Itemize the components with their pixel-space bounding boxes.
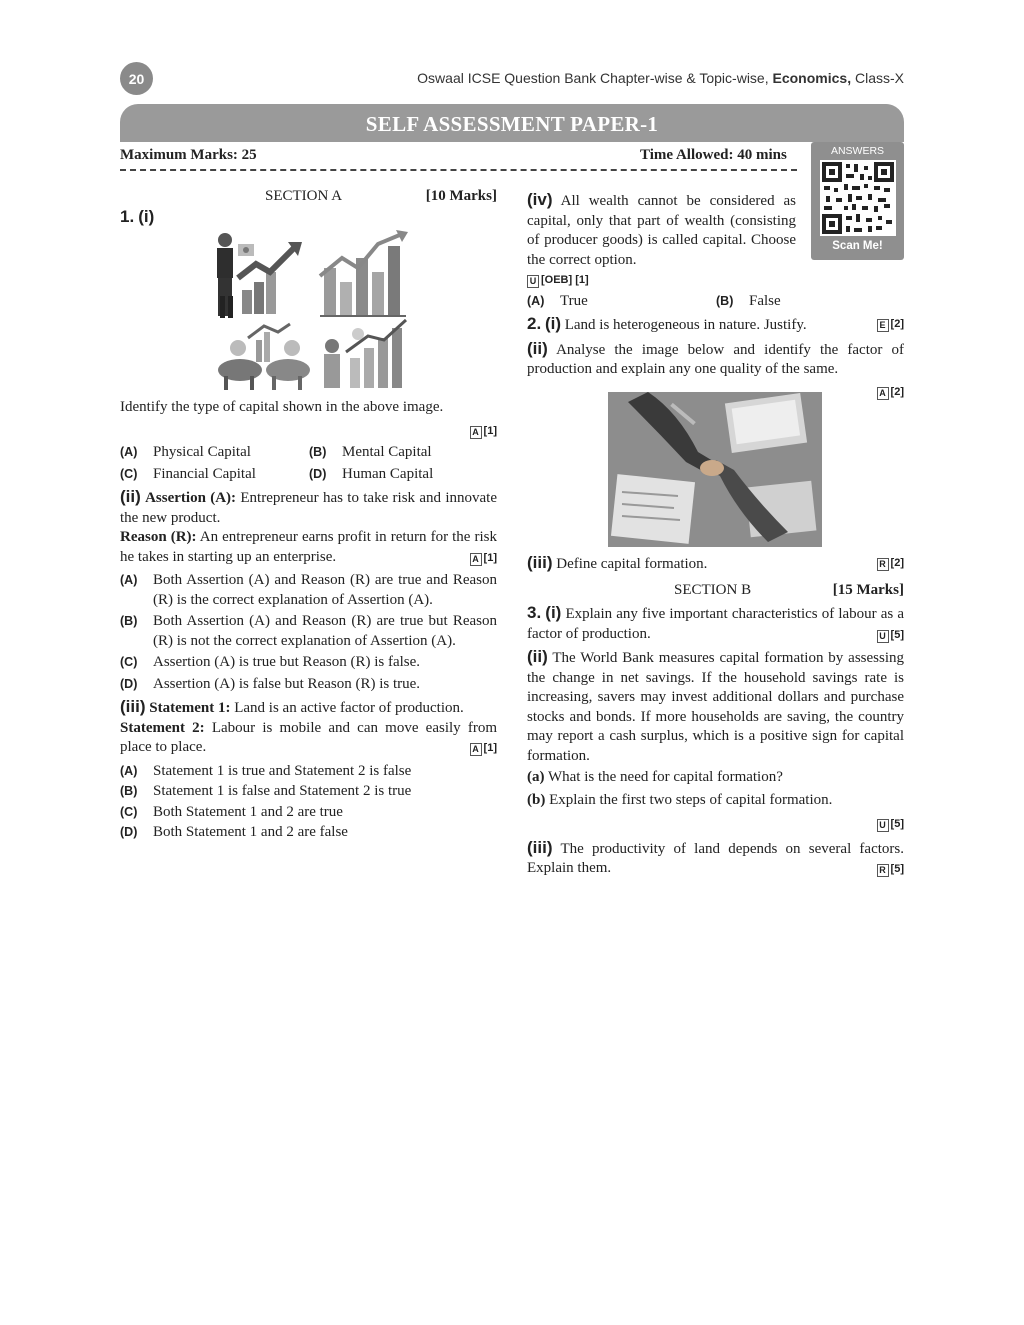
answers-qr-panel[interactable] [811, 142, 904, 260]
paper-title-banner [120, 104, 904, 142]
q2-ii: (ii) Analyse the image below and identify the factor of production and explain any one quality of the same. [527, 338, 904, 377]
understand-badge-icon: U [877, 630, 889, 643]
q1-iii-statement2: Statement 2: Labour is mobile and can move easily from place to place. A [1] [120, 719, 497, 755]
q3-iii: (iii) The productivity of land depends on several factors. Explain them. R [5] [527, 837, 904, 876]
remember-badge-icon: R [877, 864, 889, 877]
q1-ii-options [120, 571, 497, 694]
option[interactable]: (A) Both Assertion (A) and Reason (R) are true and Reason (R) is the correct explanation of Assertion (A). [120, 572, 497, 608]
book-title: Oswaal ICSE Question Bank Chapter-wise & Topic-wise, [417, 70, 769, 86]
right-lower-block [527, 553, 904, 880]
q1-iv-options [527, 292, 904, 312]
page-number: 20 [120, 62, 153, 95]
option[interactable]: (D) Both Statement 1 and 2 are false [120, 824, 348, 840]
section-a-title: SECTION A [265, 188, 343, 204]
q2-ii-mark: A [2] [527, 382, 904, 403]
subject: Economics, [772, 70, 852, 86]
q3-ii-b: (b) Explain the first two steps of capital formation. [527, 791, 833, 808]
q1-number [120, 207, 154, 227]
option[interactable]: (A) Physical Capital [120, 444, 251, 460]
option[interactable]: (C) Financial Capital [120, 465, 256, 482]
apply-badge-icon: A [470, 553, 482, 566]
option[interactable]: (B) Mental Capital [309, 444, 432, 460]
option[interactable]: (A) True [527, 292, 588, 309]
option[interactable]: (C) Assertion (A) is true but Reason (R) is false. [120, 654, 421, 670]
q1-iv-rest [527, 270, 904, 402]
q3-ii-a: (a) What is the need for capital formation? [527, 769, 783, 785]
q1-iii-statement1: (iii) Statement 1: Land is an active factor of production. [120, 697, 464, 716]
option[interactable]: (D) Assertion (A) is false but Reason (R) is true. [120, 675, 421, 692]
section-a-marks: [10 Marks] [425, 188, 497, 204]
q1-iv-block [527, 190, 796, 270]
q1-ii-assertion: (ii) Assertion (A): Entrepreneur has to take risk and innovate the new product. [120, 487, 497, 526]
understand-badge-icon: U [877, 819, 889, 832]
section-a-heading [265, 187, 497, 207]
q1-iv-mark: U [OEB] [1] [527, 270, 904, 291]
option[interactable]: (B) Statement 1 is false and Statement 2 is true [120, 783, 412, 799]
divider [120, 169, 797, 171]
q3-ii: (ii) The World Bank measures capital formation by assessing the change in net savings. If the household savings rate is increasing, savers may invest additional dollars and purchase stocks and bonds. If more households are saving, the country may report a cash surplus, which is a positive sign for capital formation. [527, 647, 904, 764]
capital-collage-image [208, 228, 412, 394]
q1-i-options-row1 [120, 443, 497, 463]
q1-ii-reason: Reason (R): An entrepreneur earns profit in return for the risk he takes in starting up an enterprise. A [1] [120, 529, 497, 565]
apply-badge-icon: A [470, 426, 482, 439]
understand-badge-icon: U [527, 275, 539, 288]
q1-iii-options [120, 762, 497, 843]
evaluate-badge-icon: E [877, 319, 889, 332]
option[interactable]: (B) False [716, 292, 781, 309]
q2-iii: (iii) Define capital formation. R [2] [527, 553, 904, 572]
option[interactable]: (A) Statement 1 is true and Statement 2 is false [120, 762, 412, 779]
q1-i-options-row2 [120, 465, 497, 485]
answers-label: ANSWERS [830, 145, 885, 157]
remember-badge-icon: R [877, 558, 889, 571]
option[interactable]: (C) Both Statement 1 and 2 are true [120, 803, 343, 820]
class-label: Class-X [854, 70, 904, 86]
section-b-marks: [15 Marks] [832, 581, 904, 598]
q1-i-block [120, 398, 497, 843]
max-marks: Maximum Marks: 25 [120, 147, 257, 163]
option[interactable]: (D) Human Capital [309, 465, 434, 482]
paper-title: SELF ASSESSMENT PAPER-1 [365, 112, 659, 136]
option[interactable]: (B) Both Assertion (A) and Reason (R) are true but Reason (R) is not the correct explanation of Assertion (A). [120, 613, 497, 649]
time-allowed: Time Allowed: 40 mins [640, 147, 787, 163]
q1-i-stem: Identify the type of capital shown in the above image. [120, 399, 444, 415]
q3-i: 3. (i) Explain any five important characteristics of labour as a factor of production. U [5] [527, 603, 904, 642]
q1-i-mark: A [1] [120, 421, 497, 442]
qr-code-icon [820, 160, 896, 236]
scan-me-label: Scan Me! [832, 240, 883, 252]
q3-ii-mark: U [5] [527, 814, 904, 835]
section-b-heading [527, 581, 904, 601]
apply-badge-icon: A [877, 387, 889, 400]
q1-num: 1. [120, 207, 135, 226]
handshake-image [608, 392, 822, 547]
apply-badge-icon: A [470, 743, 482, 756]
section-b-title: SECTION B [674, 581, 752, 598]
running-head [417, 70, 904, 86]
q1-iv-text: (iv) All wealth cannot be considered as capital, only that part of wealth (consisting of producer goods) is called capital. Choose the correct option. [527, 190, 796, 268]
q2-i: 2. (i) Land is heterogeneous in nature. Justify. E [2] [527, 314, 904, 333]
q1-i-label: (i) [138, 207, 155, 226]
